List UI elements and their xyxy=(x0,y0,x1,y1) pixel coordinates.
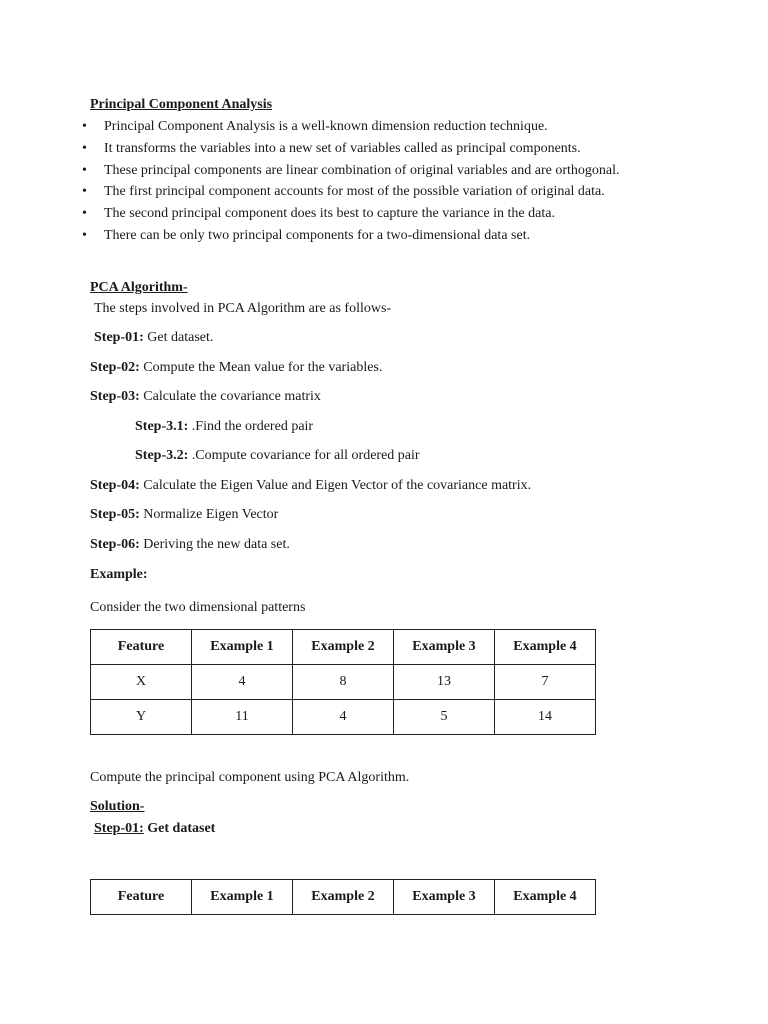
step-line xyxy=(90,477,531,495)
step-line xyxy=(90,536,290,554)
table-header-cell: Feature xyxy=(91,630,192,665)
table-header-cell: Example 4 xyxy=(495,880,596,915)
step-label: Step-05: xyxy=(90,507,140,522)
solution-heading: Solution- xyxy=(90,799,145,814)
algorithm-intro: The steps involved in PCA Algorithm are as follows- xyxy=(94,301,392,316)
step-text: Get dataset. xyxy=(143,330,214,345)
table-cell: X xyxy=(91,665,192,700)
step-label: Step-01: xyxy=(94,330,144,345)
table-cell: 8 xyxy=(293,665,394,700)
step-text: .Find the ordered pair xyxy=(188,419,314,434)
table-cell: 4 xyxy=(192,665,293,700)
step-label: Step-3.1: xyxy=(135,419,189,434)
bullet-item: • There can be only two principal components for a two-dimensional data set. xyxy=(80,225,619,247)
step-line xyxy=(94,329,213,347)
example-question: Compute the principal component using PCA Algorithm. xyxy=(90,770,410,785)
step-label: Step-02: xyxy=(90,360,140,375)
table-cell: 13 xyxy=(394,665,495,700)
table-cell: 4 xyxy=(293,700,394,735)
table-cell: Y xyxy=(91,700,192,735)
page-title: Principal Component Analysis xyxy=(90,97,273,112)
table-header-cell: Example 1 xyxy=(192,630,293,665)
step-label: Step-3.2: xyxy=(135,448,189,463)
table-row xyxy=(91,700,596,735)
table-header-cell: Example 4 xyxy=(495,630,596,665)
example-heading: Example: xyxy=(90,567,148,582)
table-header-row xyxy=(91,630,596,665)
step-line xyxy=(90,506,278,524)
bullet-item: • Principal Component Analysis is a well-known dimension reduction technique. xyxy=(80,116,619,138)
step-label: Step-03: xyxy=(90,389,140,404)
table-row xyxy=(91,665,596,700)
table-header-cell: Example 3 xyxy=(394,630,495,665)
table-header-cell: Example 1 xyxy=(192,880,293,915)
step-line xyxy=(90,359,382,377)
example-table xyxy=(90,629,596,735)
table-header-row xyxy=(91,880,596,915)
algorithm-heading: PCA Algorithm- xyxy=(90,280,188,295)
bullet-item: • These principal components are linear combination of original variables and are orthogonal. xyxy=(80,160,619,182)
substep-line xyxy=(135,447,420,465)
dataset-table xyxy=(90,879,596,915)
bullet-item: • The first principal component accounts for most of the possible variation of original data. xyxy=(80,181,619,203)
step-text: Compute the Mean value for the variables. xyxy=(139,360,383,375)
table-cell: 14 xyxy=(495,700,596,735)
step-text: Deriving the new data set. xyxy=(139,537,290,552)
step-label: Step-04: xyxy=(90,478,140,493)
table-header-cell: Feature xyxy=(91,880,192,915)
table-cell: 5 xyxy=(394,700,495,735)
bullet-item: • It transforms the variables into a new set of variables called as principal components. xyxy=(80,138,619,160)
table-header-cell: Example 3 xyxy=(394,880,495,915)
bullet-list xyxy=(80,116,619,247)
step-text: Calculate the Eigen Value and Eigen Vector of the covariance matrix. xyxy=(139,478,532,493)
step-label: Step-06: xyxy=(90,537,140,552)
table-cell: 11 xyxy=(192,700,293,735)
solution-step-line xyxy=(94,820,215,838)
step-text: .Compute covariance for all ordered pair xyxy=(188,448,420,463)
table-cell: 7 xyxy=(495,665,596,700)
step-line xyxy=(90,388,321,406)
table-header-cell: Example 2 xyxy=(293,630,394,665)
example-intro: Consider the two dimensional patterns xyxy=(90,600,306,615)
substep-line xyxy=(135,418,313,436)
table-header-cell: Example 2 xyxy=(293,880,394,915)
step-text: Calculate the covariance matrix xyxy=(139,389,321,404)
step-text: Normalize Eigen Vector xyxy=(139,507,279,522)
step-label: Step-01: xyxy=(94,821,144,836)
step-text: Get dataset xyxy=(143,821,216,836)
bullet-item: • The second principal component does its best to capture the variance in the data. xyxy=(80,203,619,225)
